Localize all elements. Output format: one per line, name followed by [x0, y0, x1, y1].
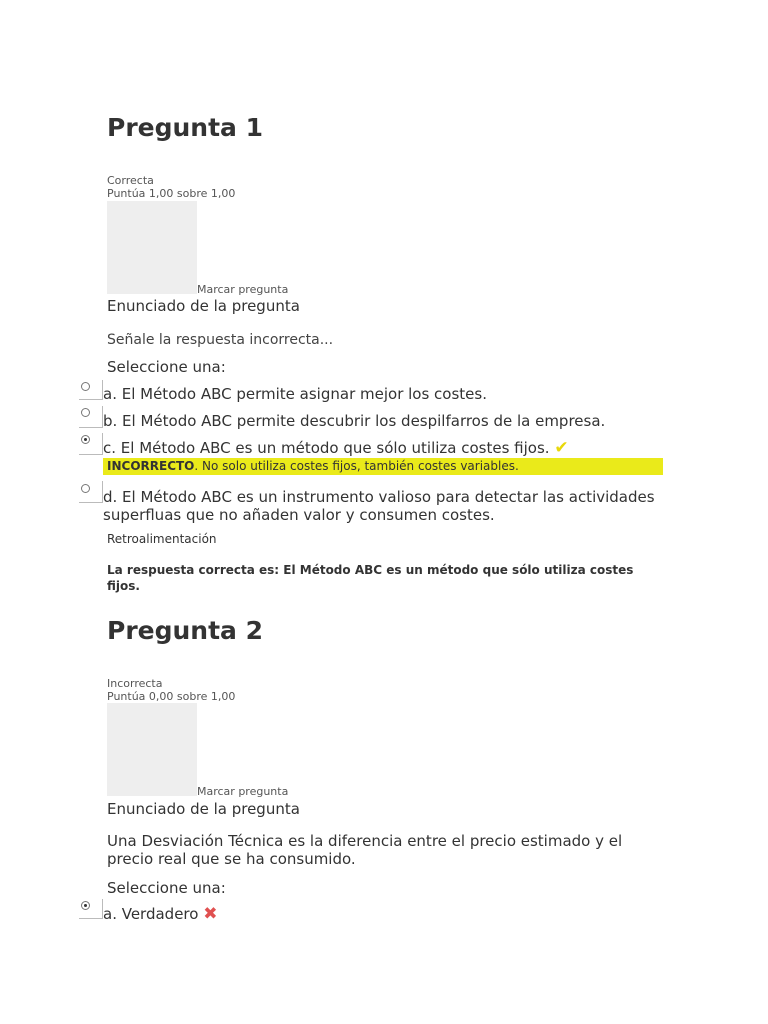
question-2-prompt: Seleccione una: — [107, 879, 226, 897]
question-1-correct-answer: La respuesta correcta es: El Método ABC es un método que sólo utiliza costes fijos. — [107, 563, 634, 593]
question-2-text: Una Desviación Técnica es la diferencia entre el precio estimado y el precio real que se ha consumido. — [107, 832, 623, 868]
check-icon: ✔ — [554, 438, 569, 458]
question-2-state: Incorrecta — [107, 677, 163, 690]
question-1-option-b[interactable]: b. El Método ABC permite descubrir los despilfarros de la empresa. — [103, 412, 606, 430]
question-2-stem-heading: Enunciado de la pregunta — [107, 800, 300, 818]
feedback-text: . No solo utiliza costes fijos, también costes variables. — [194, 459, 519, 473]
question-1-text: Señale la respuesta incorrecta... — [107, 332, 334, 348]
question-1-option-c-label: c. El Método ABC es un método que sólo utiliza costes fijos. — [103, 439, 550, 457]
question-1-title: Pregunta 1 — [107, 113, 264, 142]
radio-frame — [79, 399, 103, 400]
question-1-option-d[interactable]: d. El Método ABC es un instrumento valioso para detectar las actividades superfluas que no añaden valor y consumen costes. — [103, 488, 655, 524]
question-1-prompt: Seleccione una: — [107, 358, 226, 376]
question-1-stem-heading: Enunciado de la pregunta — [107, 297, 300, 315]
question-2-grade: Puntúa 0,00 sobre 1,00 — [107, 690, 236, 703]
question-1-option-c[interactable] — [103, 439, 569, 457]
question-1-state: Correcta — [107, 174, 154, 187]
cross-icon: ✖ — [203, 904, 218, 924]
radio-frame — [79, 918, 103, 919]
question-2-radio-a[interactable] — [81, 901, 90, 910]
radio-frame — [79, 454, 103, 455]
radio-frame — [79, 502, 103, 503]
question-1-radio-d[interactable] — [81, 484, 90, 493]
question-1-option-a[interactable]: a. El Método ABC permite asignar mejor los costes. — [103, 385, 487, 403]
feedback-strong: INCORRECTO — [107, 459, 195, 473]
radio-frame — [79, 427, 103, 428]
question-1-radio-a[interactable] — [81, 382, 90, 391]
question-2-flag-link[interactable]: Marcar pregunta — [197, 785, 289, 798]
question-2-flag-image[interactable] — [107, 703, 197, 796]
question-1-grade: Puntúa 1,00 sobre 1,00 — [107, 187, 236, 200]
question-1-radio-c[interactable] — [81, 435, 90, 444]
question-1-feedback — [103, 458, 663, 475]
question-1-flag-link[interactable]: Marcar pregunta — [197, 283, 289, 296]
question-1-radio-b[interactable] — [81, 408, 90, 417]
question-1-retro-heading: Retroalimentación — [107, 532, 217, 546]
question-1-flag-image[interactable] — [107, 201, 197, 294]
question-2-option-a[interactable] — [103, 905, 217, 923]
question-2-title: Pregunta 2 — [107, 616, 264, 645]
question-2-option-a-label: a. Verdadero — [103, 905, 199, 923]
